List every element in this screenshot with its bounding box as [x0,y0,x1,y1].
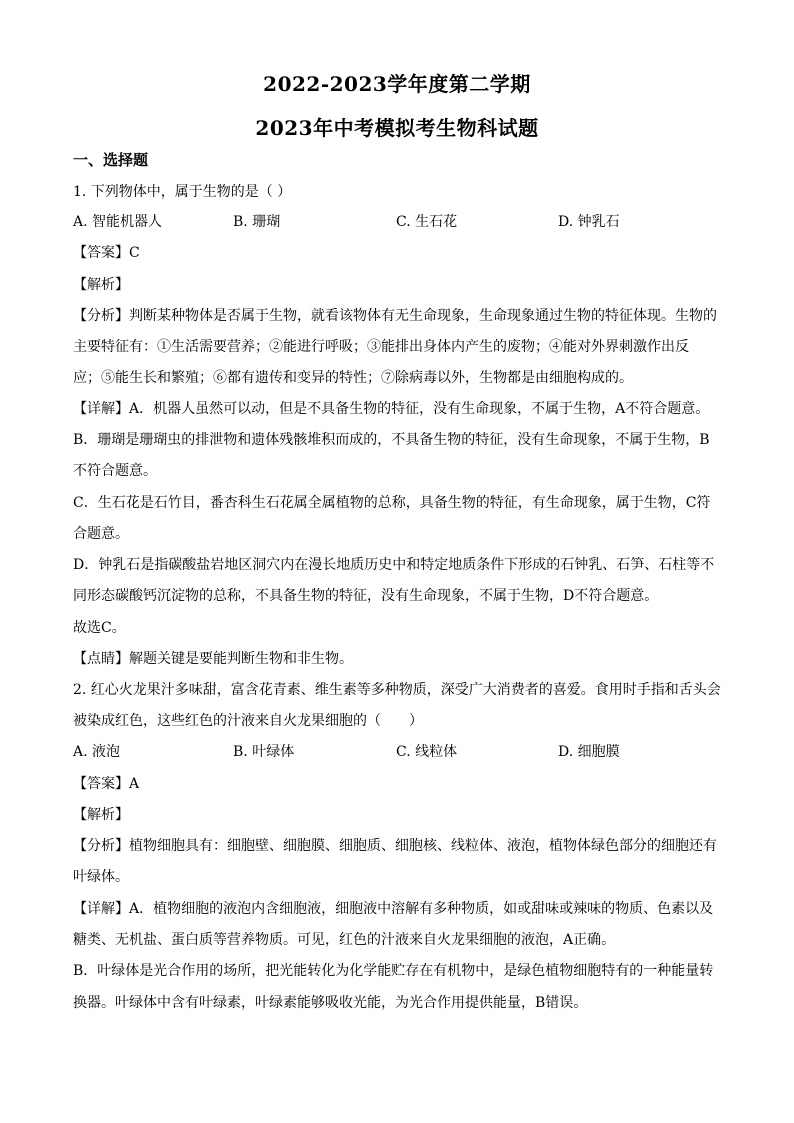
analysis-line: 【详解】A．机器人虽然可以动，但是不具备生物的特征，没有生命现象，不属于生物，A不符合题意。 [73,401,710,417]
analysis-line: 【详解】A．植物细胞的液泡内含细胞液，细胞液中溶解有多种物质，如或甜味或辣味的物质、色素以及 [73,901,714,917]
q2-analysis-label: 【解析】 [73,807,129,823]
question-1-stem: 1. 下列物体中，属于生物的是（ ） [73,184,292,200]
analysis-line: 同形态碳酸钙沉淀物的总称，不具备生物的特征，没有生命现象，不属于生物，D不符合题意。 [73,588,659,604]
analysis-line: 换器。叶绿体中含有叶绿素，叶绿素能够吸收光能，为光合作用提供能量，B错误。 [73,995,588,1011]
q1-analysis-label: 【解析】 [73,277,129,293]
q1-option-b: B. 珊瑚 [233,214,281,230]
q2-answer: 【答案】A [73,776,140,792]
analysis-line: 糖类、无机盐、蛋白质等营养物质。可见，红色的汁液来自火龙果细胞的液泡，A正确。 [73,932,616,948]
question-2-stem-line: 被染成红色，这些红色的汁液来自火龙果细胞的（ ） [73,713,423,729]
analysis-line: 不符合题意。 [73,463,157,479]
analysis-line: 【点睛】解题关键是要能判断生物和非生物。 [73,651,353,667]
section-heading: 一、选择题 [73,151,149,169]
q1-option-a: A. 智能机器人 [73,214,163,230]
analysis-line: 故选C。 [73,620,126,636]
page-title-line1: 2022-2023学年度第二学期 [263,72,531,96]
q1-option-c: C. 生石花 [396,214,458,230]
question-2-stem-line: 2. 红心火龙果汁多味甜，富含花青素、维生素等多种物质，深受广大消费者的喜爱。食用时手指和舌头会 [73,682,721,698]
q1-option-d: D. 钟乳石 [558,214,620,230]
q1-answer: 【答案】C [73,245,140,261]
analysis-line: 主要特征有：①生活需要营养；②能进行呼吸；③能排出身体内产生的废物；④能对外界刺激作出反 [73,339,689,355]
page-title-line2: 2023年中考模拟考生物科试题 [255,116,539,140]
analysis-line: C．生石花是石竹目，番杏科生石花属全属植物的总称，具备生物的特征，有生命现象，属于生物，C符 [73,495,711,511]
analysis-line: 合题意。 [73,526,129,542]
q2-option-a: A. 液泡 [73,744,121,760]
q2-option-b: B. 叶绿体 [233,744,295,760]
analysis-line: 应；⑤能生长和繁殖；⑥都有遗传和变异的特性；⑦除病毒以外，生物都是由细胞构成的。 [73,370,633,386]
q2-option-d: D. 细胞膜 [558,744,620,760]
analysis-line: B．珊瑚是珊瑚虫的排泄物和遗体残骸堆积而成的，不具备生物的特征，没有生命现象，不属于生物，B [73,432,710,448]
analysis-line: 叶绿体。 [73,869,129,885]
analysis-line: B．叶绿体是光合作用的场所，把光能转化为化学能贮存在有机物中，是绿色植物细胞特有的一种能量转 [73,963,714,979]
analysis-line: D．钟乳石是指碳酸盐岩地区洞穴内在漫长地质历史中和特定地质条件下形成的石钟乳、石笋、石柱等不 [73,557,715,573]
analysis-line: 【分析】判断某种物体是否属于生物，就看该物体有无生命现象，生命现象通过生物的特征体现。生物的 [73,308,717,324]
q2-option-c: C. 线粒体 [396,744,458,760]
analysis-line: 【分析】植物细胞具有：细胞壁、细胞膜、细胞质、细胞核、线粒体、液泡，植物体绿色部分的细胞还有 [73,838,717,854]
